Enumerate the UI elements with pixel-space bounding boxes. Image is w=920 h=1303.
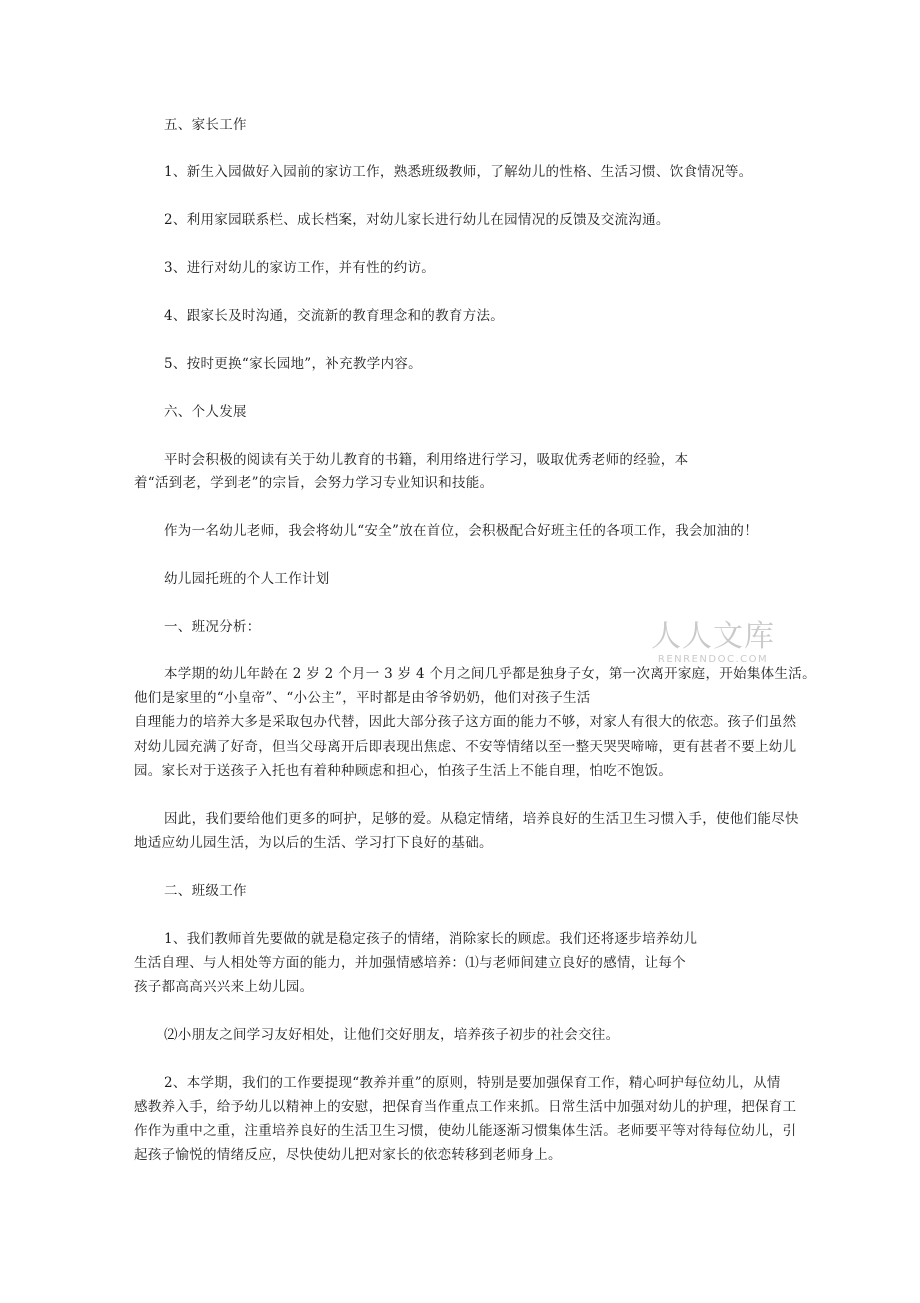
parent-item-5: 5、按时更换“家长园地”，补充教学内容。 (164, 356, 422, 372)
section-heading-class-analysis: 一、班况分析： (164, 619, 261, 635)
class-work-item-2-line-4: 起孩子愉悦的情绪反应，尽快使幼儿把对家长的依恋转移到老师身上。 (134, 1147, 562, 1163)
parent-item-1: 1、新生入园做好入园前的家访工作，熟悉班级教师，了解幼儿的性格、生活习惯、饮食情况等。 (164, 164, 753, 180)
personal-closing-paragraph: 作为一名幼儿老师，我会将幼儿“安全”放在首位，会积极配合好班主任的各项工作，我会加油的！ (164, 523, 759, 539)
class-work-item-2-line-1: 2、本学期，我们的工作要提现“教养并重”的原则，特别是要加强保育工作，精心呵护每位幼儿，从情 (164, 1075, 781, 1091)
plan-title: 幼儿园托班的个人工作计划 (164, 571, 330, 587)
class-work-subitem-2: ⑵小朋友之间学习友好相处，让他们交好朋友，培养孩子初步的社会交往。 (164, 1027, 620, 1043)
watermark-title: 人人文库 (651, 619, 775, 654)
parent-item-2: 2、利用家园联系栏、成长档案，对幼儿家长进行幼儿在园情况的反馈及交流沟通。 (164, 212, 670, 228)
class-work-item-2-line-3: 作作为重中之重，注重培养良好的生活卫生习惯，使幼儿能逐渐习惯集体生活。老师要平等对待每位幼儿，引 (134, 1123, 797, 1139)
class-work-item-2-line-2: 感教养入手，给予幼儿以精神上的安慰，把保育当作重点工作来抓。日常生活中加强对幼儿的护理，把保育工 (134, 1099, 797, 1115)
analysis-paragraph-line-3: 自理能力的培养大多是采取包办代替，因此大部分孩子这方面的能力不够，对家人有很大的依恋。孩子们虽然 (134, 714, 797, 730)
analysis-second-paragraph-line-2: 地适应幼儿园生活，为以后的生活、学习打下良好的基础。 (134, 835, 493, 851)
class-work-item-1-line-2: 生活自理、与人相处等方面的能力，并加强情感培养：⑴与老师间建立良好的感情，让每个 (134, 955, 686, 971)
analysis-paragraph-line-1: 本学期的幼儿年龄在 2 岁 2 个月一 3 岁 4 个月之间几乎都是独身子女，第一次离开家庭，开始集体生活。 (164, 666, 816, 682)
analysis-second-paragraph-line-1: 因此，我们要给他们更多的呵护，足够的爱。从稳定情绪，培养良好的生活卫生习惯入手，使他们能尽快 (164, 811, 799, 827)
section-heading-parent-work: 五、家长工作 (164, 117, 247, 133)
analysis-paragraph-line-5: 园。家长对于送孩子入托也有着种种顾虑和担心，怕孩子生活上不能自理，怕吃不饱饭。 (134, 763, 673, 779)
watermark-logo (648, 620, 778, 666)
personal-paragraph-line-2: 着“活到老，学到老”的宗旨，会努力学习专业知识和技能。 (134, 475, 494, 491)
analysis-paragraph-line-2: 他们是家里的“小皇帝”、“小公主”，平时都是由爷爷奶奶，他们对孩子生活 (134, 690, 591, 706)
personal-paragraph-line-1: 平时会积极的阅读有关于幼儿教育的书籍，利用络进行学习，吸取优秀老师的经验，本 (164, 452, 689, 468)
class-work-item-1-line-1: 1、我们教师首先要做的就是稳定孩子的情绪，消除家长的顾虑。我们还将逐步培养幼儿 (164, 931, 698, 947)
watermark-subtitle: RENRENDOC.COM (657, 654, 769, 665)
parent-item-4: 4、跟家长及时沟通，交流新的教育理念和的教育方法。 (164, 308, 505, 324)
section-heading-personal-development: 六、个人发展 (164, 404, 247, 420)
parent-item-3: 3、进行对幼儿的家访工作，并有性的约访。 (164, 260, 436, 276)
section-heading-class-work: 二、班级工作 (164, 883, 247, 899)
class-work-item-1-line-3: 孩子都高高兴兴来上幼儿园。 (134, 979, 314, 995)
analysis-paragraph-line-4: 对幼儿园充满了好奇，但当父母离开后即表现出焦虑、不安等情绪以至一整天哭哭啼啼，更有甚者不要上幼儿 (134, 739, 797, 755)
